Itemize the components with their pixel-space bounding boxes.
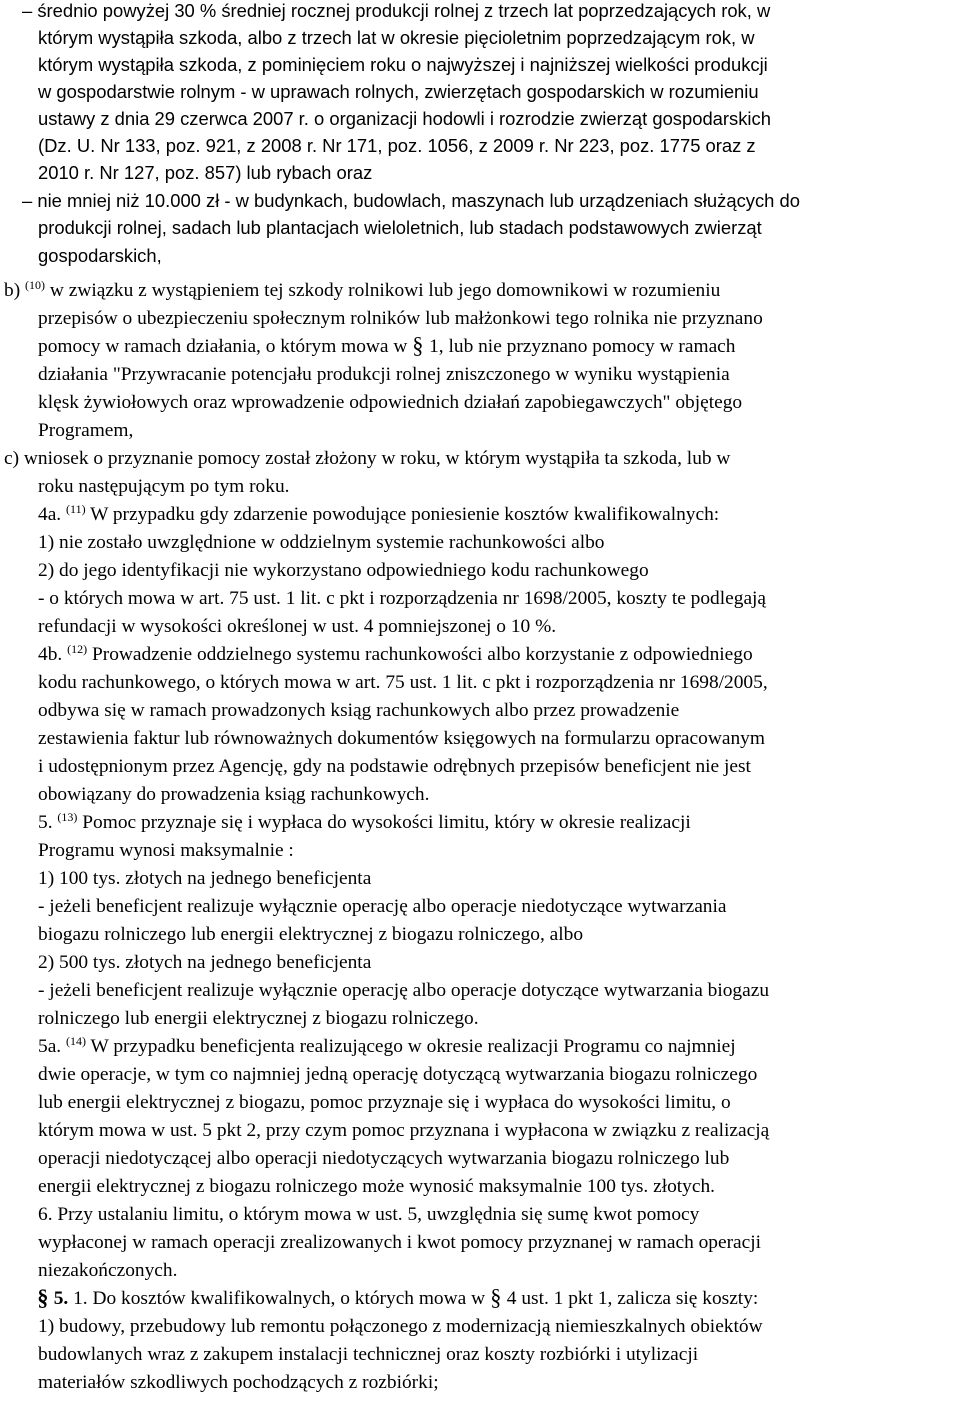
text-fragment: 1. Do kosztów kwalifikowalnych, o których mowa w <box>73 1288 486 1309</box>
footnote-ref: (12) <box>67 642 88 656</box>
text-line: materiałów szkodliwych pochodzących z rozbiórki; <box>38 1372 439 1393</box>
footnote-ref: (10) <box>25 278 46 292</box>
text-fragment: 4 ust. 1 pkt 1, zalicza się koszty: <box>506 1288 759 1309</box>
list-marker: b) <box>4 280 21 301</box>
text-line: przepisów o ubezpieczeniu społecznym rolników lub małżonkowi tego rolnika nie przyznano <box>38 308 763 329</box>
footnote-ref: (14) <box>66 1034 87 1048</box>
paragraph-4b-first-line <box>38 642 753 670</box>
text-line: 2) do jego identyfikacji nie wykorzystano odpowiedniego kodu rachunkowego <box>38 560 649 581</box>
text-line: c) wniosek o przyznanie pomocy został złożony w roku, w którym wystąpiła ta szkoda, lub w <box>4 448 731 469</box>
text-line: lub energii elektrycznej z biogazu, pomoc przyznaje się i wypłaca do wysokości limitu, o <box>38 1092 731 1113</box>
text-fragment: pomocy w ramach działania, o którym mowa w <box>38 336 408 357</box>
text-line: - o których mowa w art. 75 ust. 1 lit. c pkt i rozporządzenia nr 1698/2005, koszty te podlegają <box>38 588 767 609</box>
paragraph-number: 5. <box>38 812 53 833</box>
text-line: – nie mniej niż 10.000 zł - w budynkach, budowlach, maszynach lub urządzeniach służących do <box>22 190 800 211</box>
text-line: którym wystąpiła szkoda, albo z trzech lat w okresie pięcioletnim poprzedzającym rok, w <box>38 27 755 48</box>
text-line: którym wystąpiła szkoda, z pominięciem roku o najwyższej i najniższej wielkości produkcji <box>38 54 768 75</box>
text-line: gospodarskich, <box>38 245 162 266</box>
text-line: W przypadku gdy zdarzenie powodujące poniesienie kosztów kwalifikowalnych: <box>90 504 720 525</box>
text-line: w gospodarstwie rolnym - w uprawach rolnych, zwierzętach gospodarskich w rozumieniu <box>38 81 759 102</box>
text-line: zestawienia faktur lub równoważnych dokumentów księgowych na formularzu opracowanym <box>38 728 765 749</box>
footnote-ref: (11) <box>66 502 86 516</box>
section-sign-icon: § <box>412 333 424 359</box>
text-line: klęsk żywiołowych oraz wprowadzenie odpowiednich działań zapobiegawczych" objętego <box>38 392 743 413</box>
section-number: 5. <box>53 1288 69 1309</box>
text-line: 2) 500 tys. złotych na jednego beneficjenta <box>38 952 372 973</box>
text-line: refundacji w wysokości określonej w ust. 4 pomniejszonej o 10 %. <box>38 616 557 637</box>
text-line: produkcji rolnej, sadach lub plantacjach wieloletnich, lub stadach podstawowych zwierząt <box>38 217 762 238</box>
text-line: 1) nie zostało uwzględnione w oddzielnym systemie rachunkowości albo <box>38 532 605 553</box>
paragraph-number: 4b. <box>38 644 63 665</box>
text-line: odbywa się w ramach prowadzonych ksiąg rachunkowych albo przez prowadzenie <box>38 700 680 721</box>
text-line: energii elektrycznej z biogazu rolniczego może wynosić maksymalnie 100 tys. złotych. <box>38 1176 716 1197</box>
paragraph-5a-first-line <box>38 1034 736 1062</box>
text-line: dwie operacje, w tym co najmniej jedną operację dotyczącą wytwarzania biogazu rolniczego <box>38 1064 758 1085</box>
text-line: 1) 100 tys. złotych na jednego beneficjenta <box>38 868 372 889</box>
text-line: którym mowa w ust. 5 pkt 2, przy czym pomoc przyznana i wypłacona w związku z realizacją <box>38 1120 770 1141</box>
text-line: Programem, <box>38 420 134 441</box>
text-line: wypłaconej w ramach operacji zrealizowanych i kwot pomocy przyznanej w ramach operacji <box>38 1232 762 1253</box>
text-line: – średnio powyżej 30 % średniej rocznej produkcji rolnej z trzech lat poprzedzających rok, w <box>22 0 771 21</box>
paragraph-4a-first-line <box>38 502 719 530</box>
text-line: - jeżeli beneficjent realizuje wyłącznie operację albo operacje niedotyczące wytwarzania <box>38 896 727 917</box>
text-line: 1) budowy, przebudowy lub remontu połączonego z modernizacją niemieszkalnych obiektów <box>38 1316 763 1337</box>
text-fragment: 1, lub nie przyznano pomocy w ramach <box>429 336 736 357</box>
text-line: 2010 r. Nr 127, poz. 857) lub rybach oraz <box>38 162 373 183</box>
text-line: i udostępnionym przez Agencję, gdy na podstawie odrębnych przepisów beneficjent nie jest <box>38 756 751 777</box>
section-sign-icon: § <box>490 1285 502 1311</box>
text-line: rolniczego lub energii elektrycznej z biogazu rolniczego. <box>38 1008 479 1029</box>
list-item-b-first-line <box>4 278 720 306</box>
text-line: W przypadku beneficjenta realizującego w okresie realizacji Programu co najmniej <box>90 1036 736 1057</box>
text-line: Programu wynosi maksymalnie : <box>38 840 294 861</box>
text-line: (Dz. U. Nr 133, poz. 921, z 2008 r. Nr 171, poz. 1056, z 2009 r. Nr 223, poz. 1775 oraz z <box>38 135 756 156</box>
text-line: budowlanych wraz z zakupem instalacji technicznej oraz koszty rozbiórki i utylizacji <box>38 1344 699 1365</box>
text-line: ustawy z dnia 29 czerwca 2007 r. o organizacji hodowli i rozrodzie zwierząt gospodarskich <box>38 108 771 129</box>
paragraph-number: 4a. <box>38 504 62 525</box>
paragraph-5-first-line <box>38 810 691 838</box>
text-line: - jeżeli beneficjent realizuje wyłącznie operację albo operacje dotyczące wytwarzania biogazu <box>38 980 770 1001</box>
text-line: kodu rachunkowego, o których mowa w art. 75 ust. 1 lit. c pkt i rozporządzenia nr 1698/2005, <box>38 672 768 693</box>
footnote-ref: (13) <box>57 810 78 824</box>
text-line: biogazu rolniczego lub energii elektrycznej z biogazu rolniczego, albo <box>38 924 584 945</box>
text-line-with-section-sign <box>38 334 735 362</box>
text-line: operacji niedotyczącej albo operacji niedotyczących wytwarzania biogazu rolniczego lub <box>38 1148 730 1169</box>
section-5-heading-line <box>38 1286 758 1314</box>
text-line: niezakończonych. <box>38 1260 178 1281</box>
text-line: roku następującym po tym roku. <box>38 476 290 497</box>
paragraph-number: 5a. <box>38 1036 62 1057</box>
section-sign-icon: § <box>37 1285 49 1311</box>
text-line: Prowadzenie oddzielnego systemu rachunkowości albo korzystanie z odpowiedniego <box>91 644 753 665</box>
text-line: działania "Przywracanie potencjału produkcji rolnej zniszczonego w wyniku wystąpienia <box>38 364 730 385</box>
text-line: Pomoc przyznaje się i wypłaca do wysokości limitu, który w okresie realizacji <box>82 812 691 833</box>
text-line: 6. Przy ustalaniu limitu, o którym mowa w ust. 5, uwzględnia się sumę kwot pomocy <box>38 1204 700 1225</box>
text-line: w związku z wystąpieniem tej szkody rolnikowi lub jego domownikowi w rozumieniu <box>49 280 721 301</box>
text-line: obowiązany do prowadzenia ksiąg rachunkowych. <box>38 784 430 805</box>
